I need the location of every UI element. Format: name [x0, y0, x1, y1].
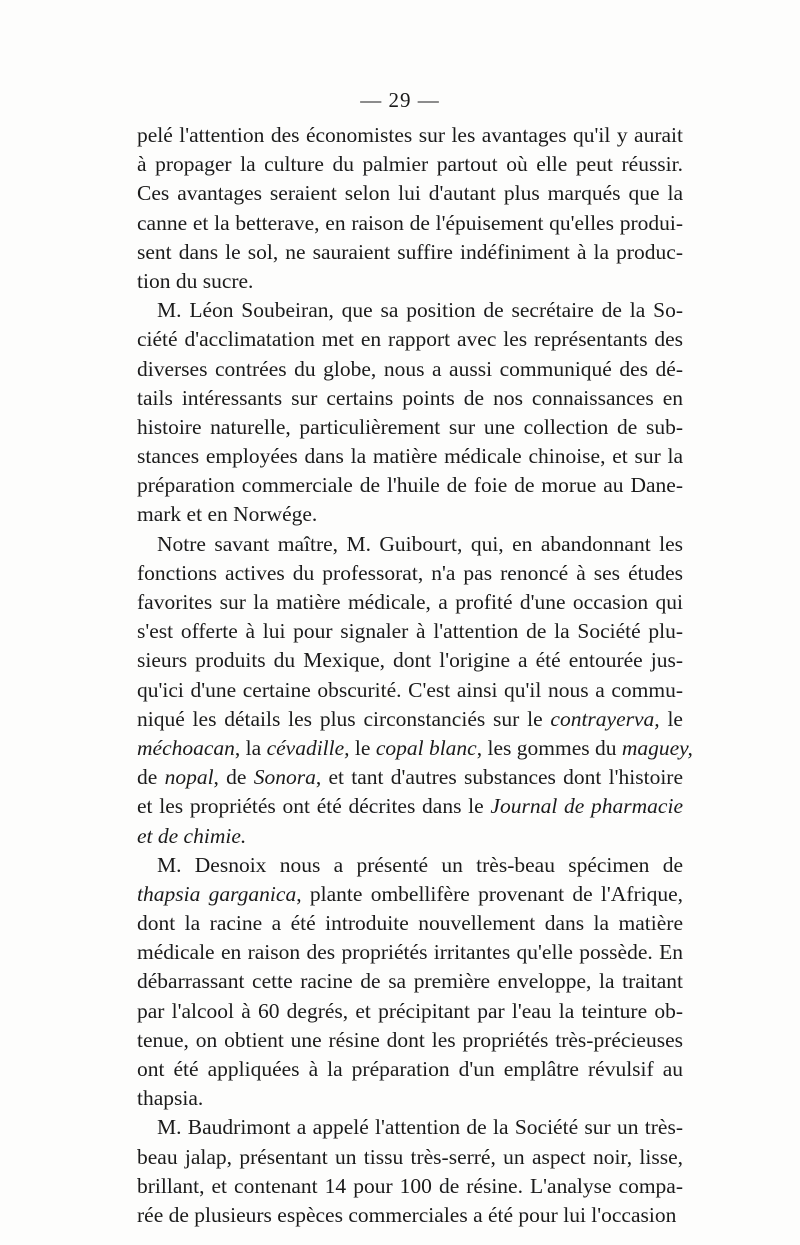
- text-run: M. Desnoix nous a présenté un très-beau spécimen de: [157, 852, 683, 877]
- italic-term: cévadille,: [266, 735, 350, 760]
- text-line: [137, 150, 683, 179]
- text-line: [137, 909, 683, 938]
- text-line: [137, 938, 683, 967]
- text-line: [137, 355, 683, 384]
- text-run: , et tant d'autres substances dont l'histoire: [315, 765, 684, 790]
- text-line: [137, 967, 683, 996]
- text-line: [137, 822, 683, 851]
- text-line: [137, 676, 683, 705]
- text-line: [137, 325, 683, 354]
- text-run: ciété d'acclimatation met en rapport avec les représentants des: [137, 327, 683, 352]
- text-run: qu'ici d'une certaine obscurité. C'est ainsi qu'il nous a commu-: [137, 677, 683, 702]
- text-run: à propager la culture du palmier partout où elle peut réussir.: [137, 152, 683, 177]
- text-line: [137, 179, 683, 208]
- text-line: [137, 1026, 683, 1055]
- text-line: [137, 792, 683, 821]
- text-line: [137, 851, 683, 880]
- paragraph: [137, 851, 683, 1114]
- text-run: ont été appliquées à la préparation d'un emplâtre révulsif au: [137, 1057, 683, 1081]
- text-run: , la: [234, 735, 267, 760]
- text-line: [137, 880, 683, 909]
- italic-term: Journal de pharmacie: [490, 794, 683, 819]
- body-text: [137, 121, 693, 1230]
- text-run: stances employées dans la matière médicale chinoise, et sur la: [137, 444, 683, 469]
- text-line: [137, 413, 683, 442]
- text-run: rée de plusieurs espèces commerciales a été pour lui l'occasion: [137, 1202, 677, 1227]
- text-run: débarrassant cette racine de sa première enveloppe, la traitant: [137, 969, 683, 994]
- text-run: le: [349, 735, 376, 760]
- text-run: sent dans le sol, ne sauraient suffire indéfiniment à la produc-: [137, 239, 683, 264]
- paragraph: [137, 1113, 683, 1230]
- text-line: [137, 384, 683, 413]
- text-run: , plante ombellifère provenant de l'Afrique,: [296, 881, 684, 906]
- text-run: , de: [213, 765, 254, 790]
- text-run: s'est offerte à lui pour signaler à l'attention de la Société plu-: [137, 619, 683, 644]
- text-line: [137, 617, 683, 646]
- italic-term: maguey,: [621, 735, 693, 760]
- text-line: [137, 530, 683, 559]
- page-number: — 29 —: [360, 88, 440, 112]
- text-line: [137, 238, 683, 267]
- text-run: thapsia.: [137, 1086, 204, 1111]
- text-run: mark et en Norwége.: [137, 502, 318, 527]
- text-run: canne et la betterave, en raison de l'épuisement qu'elles produi-: [137, 210, 683, 235]
- text-line: [137, 646, 683, 675]
- text-run: tails intéressants sur certains points de nos connaissances en: [137, 385, 683, 410]
- text-line: [137, 1201, 683, 1230]
- text-line: [137, 296, 683, 325]
- text-run: , les gommes du: [476, 735, 622, 760]
- text-run: M. Baudrimont a appelé l'attention de la Société sur un très-: [157, 1115, 683, 1140]
- text-line: [137, 209, 683, 238]
- text-run: tion du sucre.: [137, 268, 254, 293]
- text-run: par l'alcool à 60 degrés, et précipitant par l'eau la teinture ob-: [137, 998, 683, 1023]
- text-line: [137, 500, 683, 529]
- text-run: favorites sur la matière médicale, a profité d'une occasion qui: [137, 590, 683, 614]
- text-run: diverses contrées du globe, nous a aussi communiqué des dé-: [137, 356, 683, 381]
- text-run: de: [137, 765, 165, 790]
- text-run: pelé l'attention des économistes sur les avantages qu'il y aurait: [137, 123, 683, 147]
- text-line: [137, 471, 683, 500]
- text-run: dont la racine a été introduite nouvellement dans la matière: [137, 911, 683, 936]
- text-run: Ces avantages seraient selon lui d'autant plus marqués que la: [137, 181, 683, 206]
- text-line: [137, 1143, 683, 1172]
- text-line: [137, 1113, 683, 1142]
- text-run: sieurs produits du Mexique, dont l'origine a été entourée jus-: [137, 648, 683, 673]
- text-run: Notre savant maître, M. Guibourt, qui, en abandonnant les: [157, 531, 683, 556]
- text-line: [137, 1055, 683, 1084]
- text-run: tenue, on obtient une résine dont les propriétés très-précieuses: [137, 1027, 683, 1052]
- text-line: [137, 763, 683, 792]
- paragraph: [137, 530, 693, 851]
- text-run: brillant, et contenant 14 pour 100 de résine. L'analyse compa-: [137, 1173, 683, 1198]
- text-run: beau jalap, présentant un tissu très-serré, un aspect noir, lisse,: [137, 1144, 683, 1169]
- text-line: [137, 559, 683, 588]
- italic-term: copal blanc: [375, 735, 477, 760]
- text-line: [137, 1172, 683, 1201]
- text-line: [137, 588, 683, 617]
- text-run: préparation commerciale de l'huile de foie de morue au Dane-: [137, 473, 683, 498]
- italic-term: et de chimie.: [137, 823, 247, 848]
- text-line: [137, 1084, 683, 1113]
- paragraph: [137, 296, 683, 530]
- text-run: M. Léon Soubeiran, que sa position de secrétaire de la So-: [157, 298, 683, 323]
- text-line: [137, 705, 683, 734]
- italic-term: contrayerva,: [550, 706, 660, 731]
- text-run: niqué les détails les plus circonstanciés sur le: [137, 706, 551, 731]
- text-run: le: [659, 706, 683, 731]
- text-run: et les propriétés ont été décrites dans le: [137, 794, 491, 819]
- text-line: [137, 121, 683, 150]
- text-line: [137, 442, 683, 471]
- text-line: [137, 997, 683, 1026]
- text-line: [137, 734, 693, 763]
- text-run: histoire naturelle, particulièrement sur une collection de sub-: [137, 414, 683, 439]
- italic-term: nopal: [164, 765, 214, 790]
- italic-term: thapsia garganica: [137, 881, 297, 906]
- text-run: médicale en raison des propriétés irritantes qu'elle possède. En: [137, 940, 683, 965]
- italic-term: méchoacan: [137, 735, 235, 760]
- italic-term: Sonora: [253, 765, 316, 790]
- paragraph: [137, 121, 683, 296]
- text-line: [137, 267, 683, 296]
- text-run: fonctions actives du professorat, n'a pas renoncé à ses études: [137, 560, 683, 585]
